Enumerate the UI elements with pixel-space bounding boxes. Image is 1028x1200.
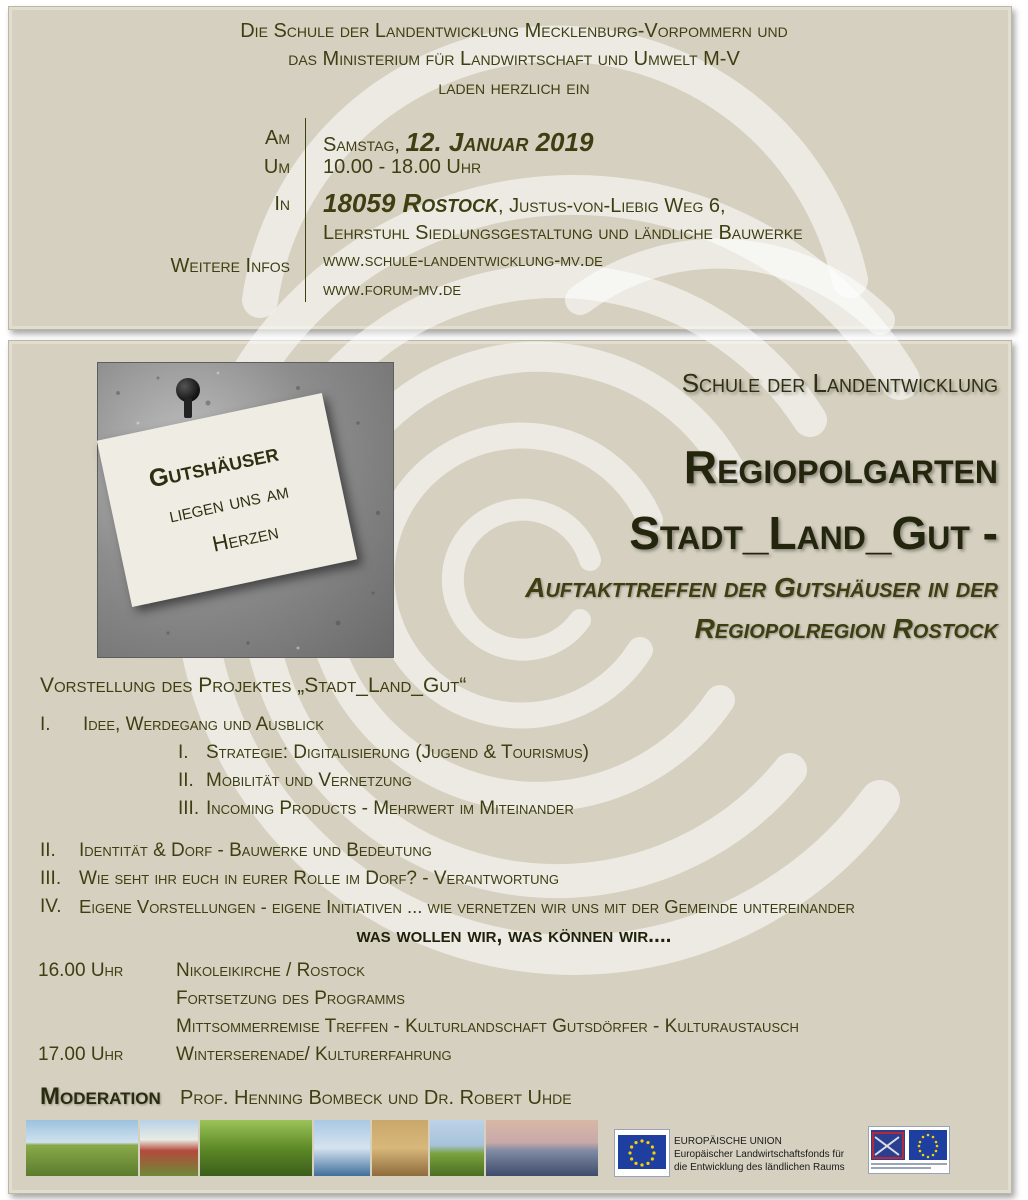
date-value (323, 127, 593, 158)
program-item-text: Identität & Dorf - Bauwerke und Bedeutung (79, 840, 432, 861)
details-divider (305, 118, 306, 302)
schedule-time: 16.00 Uhr (38, 960, 124, 981)
program-subitem-text: Mobilität und Vernetzung (206, 770, 412, 791)
eu-title: EUROPÄISCHE UNION (674, 1136, 782, 1147)
location-value (323, 188, 726, 219)
schedule-text: Winterserenade/ Kulturerfahrung (176, 1044, 452, 1065)
time-label: Um (263, 156, 290, 178)
program-subitem-text: Incoming Products - Mehrwert im Miteinander (206, 798, 574, 819)
infos-label: Weitere Infos (170, 255, 290, 277)
location-address: , Justus-von-Liebig Weg 6, (497, 195, 726, 217)
subtitle-2: Regiopolregion Rostock (694, 613, 998, 644)
school-title: Schule der Landentwicklung (681, 368, 998, 398)
program-subitem-text: Strategie: Digitalisierung (Jugend & Tourismus) (206, 742, 589, 763)
main-title-1: Regiopolgarten (683, 441, 998, 493)
photo-pier-sunset (486, 1120, 598, 1176)
header-line-1: Die Schule der Landentwicklung Mecklenburg-Vorpommern und (240, 20, 788, 42)
eu-line-3: die Entwicklung des ländlichen Raums (674, 1162, 845, 1173)
program-subitem-num: I. (178, 742, 189, 763)
note-line-1: Gutshäuser (146, 438, 281, 494)
schedule-text: Fortsetzung des Programms (176, 988, 405, 1009)
location-city: 18059 Rostock (323, 188, 498, 218)
photo-people (372, 1120, 428, 1176)
date-highlight: 12. Januar 2019 (405, 127, 594, 157)
eu-line-2: Europäischer Landwirtschaftsfonds für (674, 1149, 845, 1160)
pushpin-needle (184, 398, 192, 418)
eu-flag-icon (615, 1130, 669, 1176)
location-address-2: Lehrstuhl Siedlungsgestaltung und ländliche Bauwerke (323, 222, 803, 244)
header-line-2: das Ministerium für Landwirtschaft und Umwelt M-V (288, 48, 740, 70)
photo-harbor (314, 1120, 370, 1176)
program-item-num: II. (40, 840, 56, 861)
program-item-num: IV. (40, 896, 62, 917)
program-subitem-num: III. (178, 798, 200, 819)
photo-cyclists (26, 1120, 138, 1176)
eu-funds-logo (868, 1126, 950, 1174)
schedule-time: 17.00 Uhr (38, 1044, 124, 1065)
moderation-text: Prof. Henning Bombeck und Dr. Robert Uhde (180, 1087, 572, 1109)
program-heading: Vorstellung des Projektes „Stadt_Land_Gut“ (40, 674, 467, 697)
program-subitem-num: II. (178, 770, 194, 791)
program-item-num: III. (40, 868, 62, 889)
subtitle-1: Auftakttreffen der Gutshäuser in der (525, 572, 998, 603)
program-item-text: Eigene Vorstellungen - eigene Initiativen ... wie vernetzen wir uns mit der Gemeinde untereinander (79, 896, 855, 917)
photo-manor-house (140, 1120, 198, 1176)
time-value: 10.00 - 18.00 Uhr (323, 156, 482, 178)
program-item-num: I. (40, 714, 51, 735)
schedule-text: Mittsommerremise Treffen - Kulturlandschaft Gutsdörfer - Kulturaustausch (176, 1016, 799, 1037)
eu-flag-logo (614, 1129, 670, 1177)
note-line-3: Herzen (210, 518, 281, 557)
date-weekday: Samstag, (323, 134, 400, 156)
website-link-2[interactable]: www.forum-mv.de (323, 279, 462, 299)
date-label: Am (264, 127, 290, 149)
note-line-2: liegen uns am (166, 477, 291, 528)
header-line-3: laden herzlich ein (438, 77, 590, 99)
photo-lighthouse (430, 1120, 484, 1176)
location-label: In (274, 193, 290, 215)
eu-funds-icon (869, 1127, 949, 1173)
program-emphasis: was wollen wir, was können wir.... (356, 924, 672, 947)
schedule-text: Nikoleikirche / Rostock (176, 960, 365, 981)
website-link-1[interactable]: www.schule-landentwicklung-mv.de (323, 250, 603, 270)
program-item-text: Idee, Werdegang und Ausblick (83, 714, 324, 735)
main-title-2: Stadt_Land_Gut - (629, 507, 998, 559)
photo-trees (200, 1120, 312, 1176)
moderation-label: Moderation (40, 1083, 161, 1110)
program-item-text: Wie seht ihr euch in eurer Rolle im Dorf? - Verantwortung (79, 868, 559, 889)
